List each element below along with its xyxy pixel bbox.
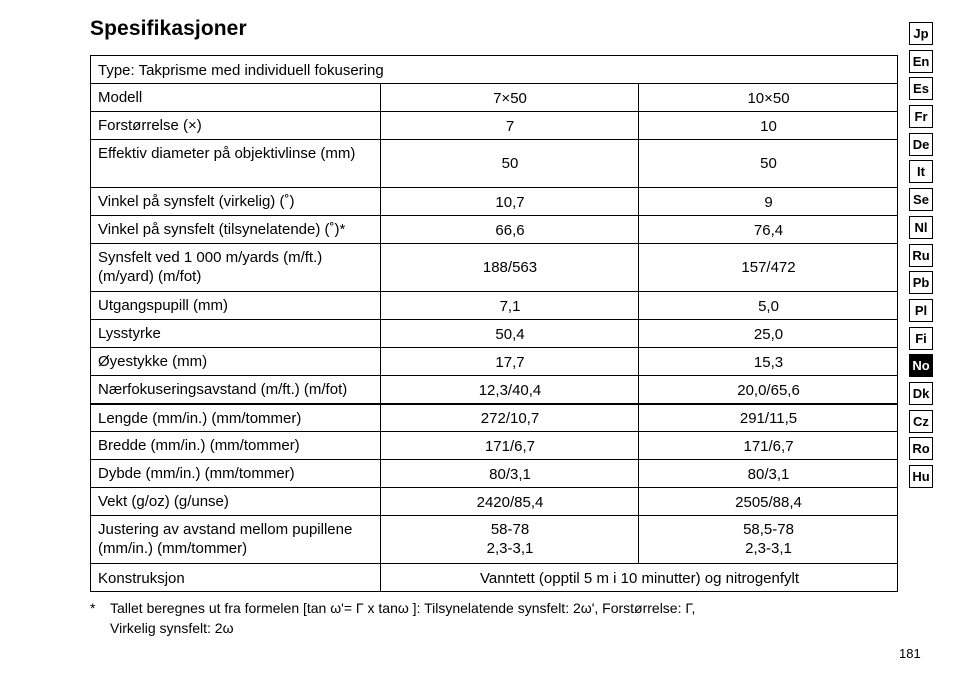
row-label: Øyestykke (mm) [91,348,381,376]
construction-label: Konstruksjon [91,564,381,592]
table-row [91,112,898,140]
row-value-1: 80/3,1 [381,460,639,488]
row-label: Lysstyrke [91,320,381,348]
row-label: Vekt (g/oz) (g/unse) [91,488,381,516]
language-tab-fr[interactable]: Fr [909,105,933,128]
table-row [91,292,898,320]
table-row [91,140,898,188]
model-10x50: 10×50 [639,84,898,112]
table-row [91,376,898,404]
language-tab-jp[interactable]: Jp [909,22,933,45]
row-value-2: 15,3 [639,348,898,376]
table-row [91,460,898,488]
row-label: Vinkel på synsfelt (virkelig) (˚) [91,188,381,216]
row-value-2: 20,0/65,6 [639,376,898,404]
row-label: Effektiv diameter på objektivlinse (mm) [91,140,381,188]
value-mm: 58-78 [490,521,530,538]
row-label: Justering av avstand mellom pupillene (mm/in.) (mm/tommer) [91,516,381,564]
row-label: Dybde (mm/in.) (mm/tommer) [91,460,381,488]
row-value-1: 17,7 [381,348,639,376]
footnote-line-2: Virkelig synsfelt: 2ω [110,620,234,636]
language-tab-se[interactable]: Se [909,188,933,211]
language-tab-pb[interactable]: Pb [909,271,933,294]
table-row [91,404,898,432]
construction-row [91,564,898,592]
row-value-2: 291/11,5 [639,404,898,432]
table-row [91,320,898,348]
table-row [91,216,898,244]
type-row [91,56,898,84]
language-tab-de[interactable]: De [909,133,933,156]
model-row [91,84,898,112]
construction-value: Vanntett (opptil 5 m i 10 minutter) og nitrogenfylt [381,564,898,592]
table-row [91,516,898,564]
value-in: 2,3-3,1 [745,540,792,557]
language-tab-dk[interactable]: Dk [909,382,933,405]
specifications-table [90,55,898,592]
row-label: Synsfelt ved 1 000 m/yards (m/ft.) (m/yard) (m/fot) [91,244,381,292]
value-mm: 58,5-78 [743,521,794,538]
row-value-1: 2420/85,4 [381,488,639,516]
row-value-2: 157/472 [639,244,898,292]
row-value-2: 80/3,1 [639,460,898,488]
row-value-1: 188/563 [381,244,639,292]
row-value-1: 7,1 [381,292,639,320]
row-value-1: 12,3/40,4 [381,376,639,404]
row-label: Utgangspupill (mm) [91,292,381,320]
row-value-2: 2505/88,4 [639,488,898,516]
row-value-1: 50 [381,140,639,188]
language-tab-nl[interactable]: Nl [909,216,933,239]
language-tab-cz[interactable]: Cz [909,410,933,433]
language-tab-ro[interactable]: Ro [909,437,933,460]
row-label: Vinkel på synsfelt (tilsynelatende) (˚)* [91,216,381,244]
row-value-1: 10,7 [381,188,639,216]
row-value-1: 7 [381,112,639,140]
language-tab-fi[interactable]: Fi [909,327,933,350]
language-tabs [909,22,933,493]
row-value-2 [639,516,898,564]
row-label: Forstørrelse (×) [91,112,381,140]
page-title: Spesifikasjoner [90,17,247,40]
row-value-1: 171/6,7 [381,432,639,460]
table-row [91,488,898,516]
row-value-2: 25,0 [639,320,898,348]
footnote-mark: * [90,600,96,616]
language-tab-no[interactable]: No [909,354,933,377]
model-label: Modell [91,84,381,112]
language-tab-es[interactable]: Es [909,77,933,100]
table-row [91,244,898,292]
table-row [91,432,898,460]
row-value-2: 50 [639,140,898,188]
page-number: 181 [899,646,921,661]
footnote [90,598,810,638]
row-value-1: 272/10,7 [381,404,639,432]
language-tab-it[interactable]: It [909,160,933,183]
language-tab-en[interactable]: En [909,50,933,73]
row-value-1: 66,6 [381,216,639,244]
type-cell: Type: Takprisme med individuell fokusering [91,56,898,84]
footnote-line-1: Tallet beregnes ut fra formelen [tan ω'= Γ x tanω ]: Tilsynelatende synsfelt: 2ω', Forstørrelse: Γ, [110,600,696,616]
table-row [91,188,898,216]
row-label: Bredde (mm/in.) (mm/tommer) [91,432,381,460]
row-label: Nærfokuseringsavstand (m/ft.) (m/fot) [91,376,381,404]
language-tab-hu[interactable]: Hu [909,465,933,488]
row-value-2: 10 [639,112,898,140]
row-value-2: 9 [639,188,898,216]
row-value-1: 50,4 [381,320,639,348]
row-value-2: 76,4 [639,216,898,244]
value-in: 2,3-3,1 [486,540,534,557]
row-value-2: 5,0 [639,292,898,320]
row-value-2: 171/6,7 [639,432,898,460]
language-tab-pl[interactable]: Pl [909,299,933,322]
model-7x50: 7×50 [381,84,639,112]
row-value-1 [381,516,639,564]
language-tab-ru[interactable]: Ru [909,244,933,267]
table-row [91,348,898,376]
row-label: Lengde (mm/in.) (mm/tommer) [91,404,381,432]
